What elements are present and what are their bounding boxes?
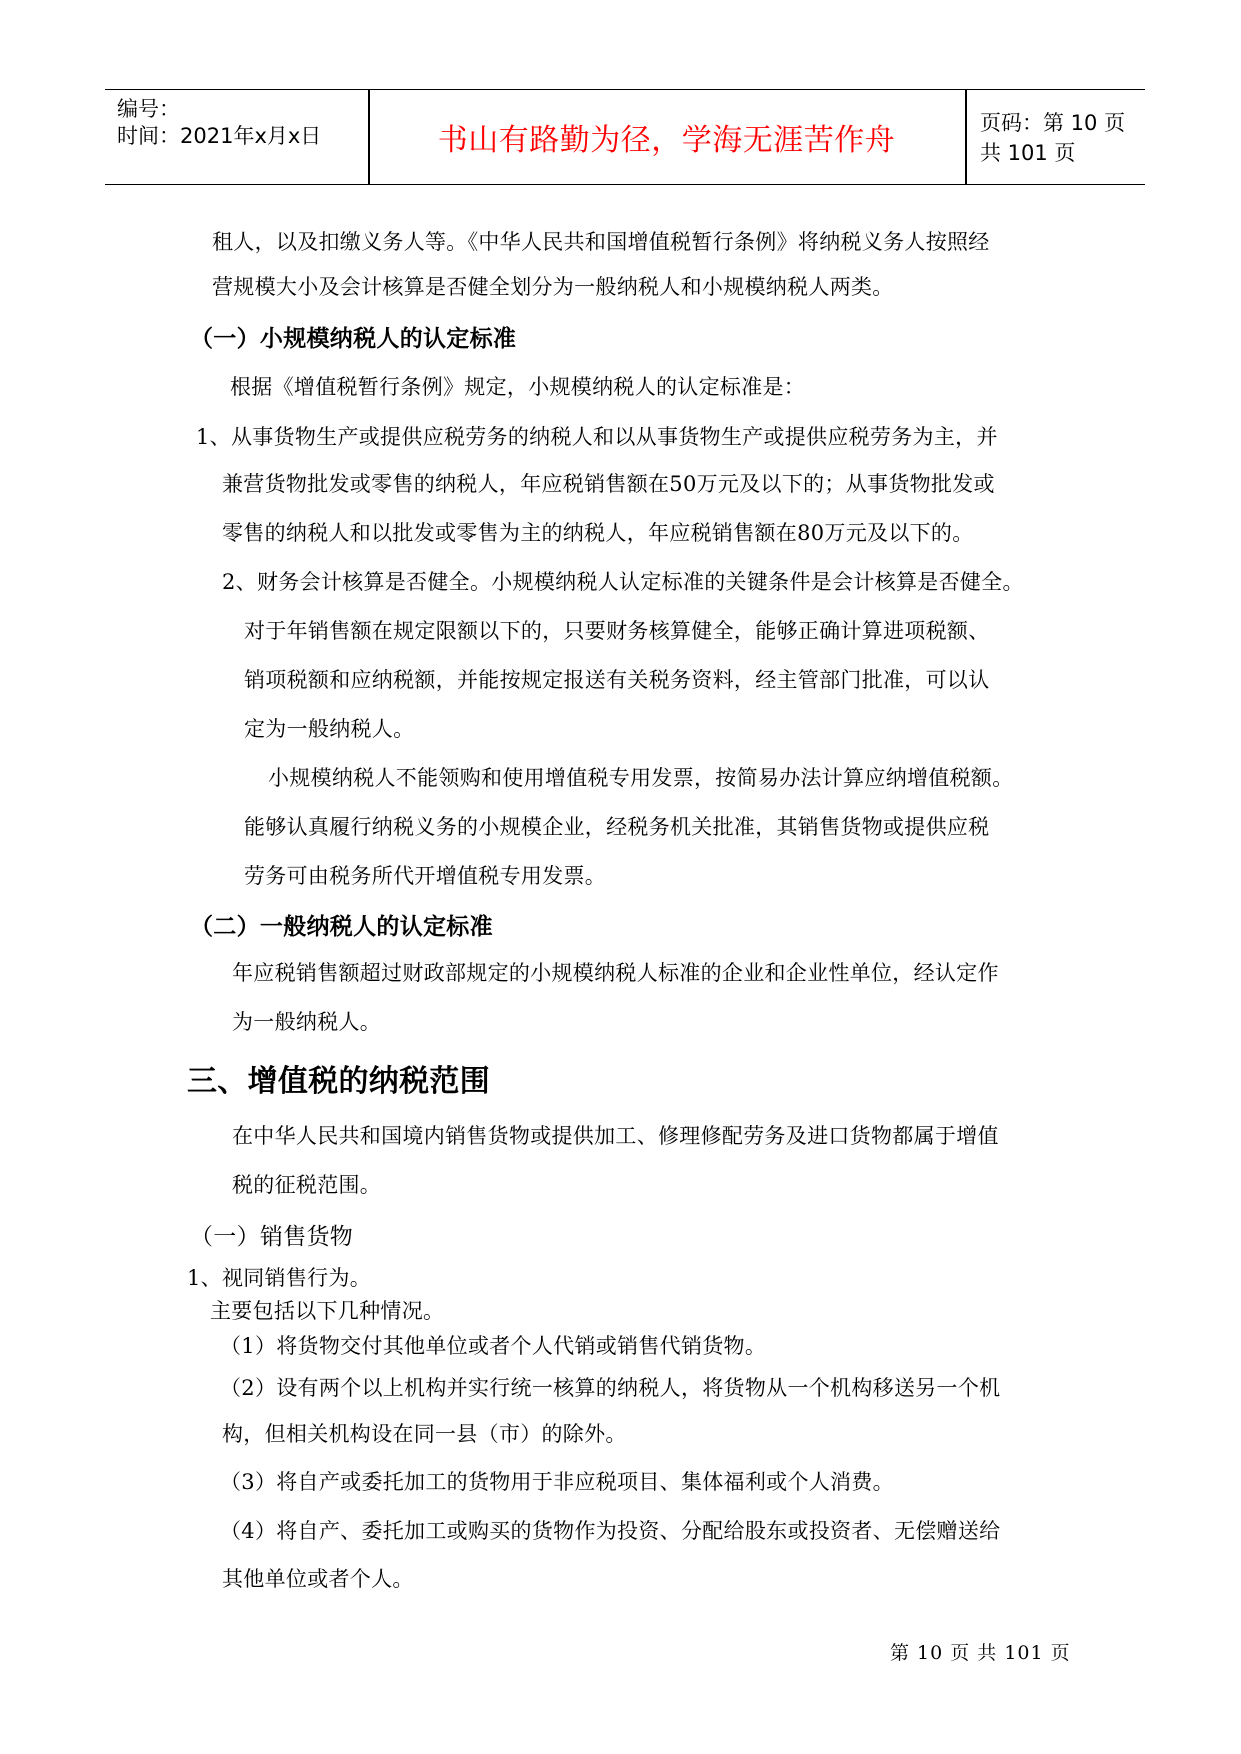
header-page-label: 页码：第 10 页 共 101 页	[980, 111, 1126, 165]
body-line: 2、财务会计核算是否健全。小规模纳税人认定标准的关键条件是会计核算是否健全。	[222, 570, 1024, 594]
body-line: 能够认真履行纳税义务的小规模企业，经税务机关批准，其销售货物或提供应税	[244, 815, 990, 839]
body-line: 主要包括以下几种情况。	[210, 1299, 445, 1323]
list-item: （3）将自产或委托加工的货物用于非应税项目、集体福利或个人消费。	[220, 1470, 894, 1494]
body-line: 1、视同销售行为。	[187, 1266, 372, 1290]
page-footer: 第 10 页 共 101 页	[890, 1642, 1071, 1664]
body-line: 零售的纳税人和以批发或零售为主的纳税人，年应税销售额在80万元及以下的。	[222, 521, 974, 545]
body-line: 营规模大小及会计核算是否健全划分为一般纳税人和小规模纳税人两类。	[212, 275, 894, 299]
body-line: 劳务可由税务所代开增值税专用发票。	[244, 864, 607, 888]
body-line: 年应税销售额超过财政部规定的小规模纳税人标准的企业和企业性单位，经认定作	[232, 961, 999, 985]
body-line: 兼营货物批发或零售的纳税人，年应税销售额在50万元及以下的；从事货物批发或	[222, 472, 995, 496]
body-line: 根据《增值税暂行条例》规定，小规模纳税人的认定标准是：	[230, 375, 806, 399]
section-heading: （一）小规模纳税人的认定标准	[190, 326, 517, 352]
body-line: 其他单位或者个人。	[222, 1567, 414, 1591]
header-motto: 书山有路勤为径，学海无涯苦作舟	[437, 123, 896, 158]
number-label: 编号：	[117, 97, 180, 121]
body-line: 对于年销售额在规定限额以下的，只要财务核算健全，能够正确计算进项税额、	[244, 619, 990, 643]
list-item: （1）将货物交付其他单位或者个人代销或销售代销货物。	[220, 1334, 767, 1358]
list-item: （2）设有两个以上机构并实行统一核算的纳税人，将货物从一个机构移送另一个机	[220, 1376, 1001, 1400]
body-line: 1、从事货物生产或提供应税劳务的纳税人和以从事货物生产或提供应税劳务为主，并	[196, 425, 998, 449]
header-divider	[965, 90, 967, 184]
section-heading: （二）一般纳税人的认定标准	[190, 914, 493, 940]
body-line: 构，但相关机构设在同一县（市）的除外。	[222, 1422, 627, 1446]
body-line: 销项税额和应纳税额，并能按规定报送有关税务资料，经主管部门批准，可以认	[244, 668, 990, 692]
list-item: （4）将自产、委托加工或购买的货物作为投资、分配给股东或投资者、无偿赠送给	[220, 1519, 1001, 1543]
header-meta	[117, 96, 321, 150]
subsection-heading: （一）销售货物	[190, 1224, 354, 1250]
body-line: 租人，以及扣缴义务人等。《中华人民共和国增值税暂行条例》将纳税义务人按照经	[212, 230, 990, 254]
chapter-heading: 三、增值税的纳税范围	[187, 1064, 490, 1099]
body-line: 为一般纳税人。	[232, 1010, 382, 1034]
body-line: 定为一般纳税人。	[244, 717, 415, 741]
body-line: 小规模纳税人不能领购和使用增值税专用发票，按简易办法计算应纳增值税额。	[268, 766, 1014, 790]
body-line: 在中华人民共和国境内销售货物或提供加工、修理修配劳务及进口货物都属于增值	[232, 1124, 999, 1148]
body-line: 税的征税范围。	[232, 1173, 382, 1197]
time-label: 时间：2021年x月x日	[117, 124, 322, 148]
header-table	[105, 89, 1145, 185]
